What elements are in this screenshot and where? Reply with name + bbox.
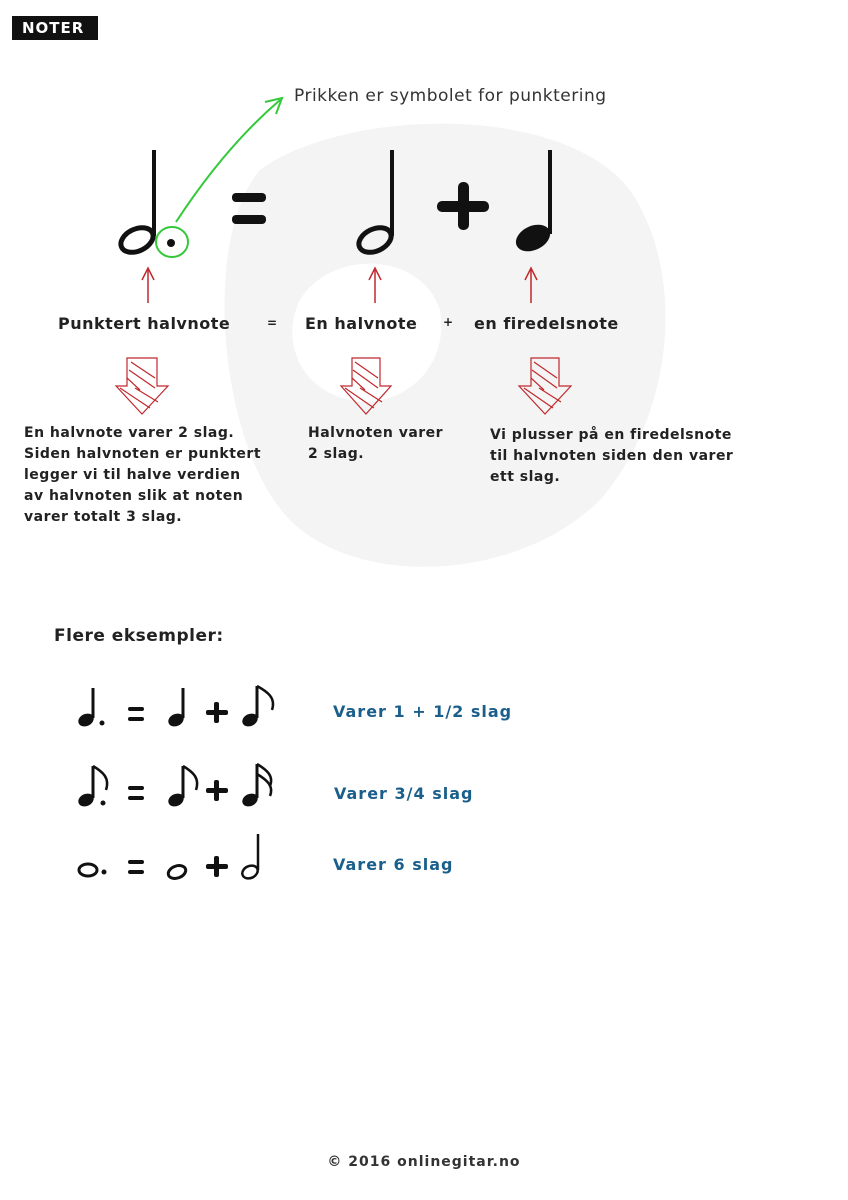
half-note-icon (355, 150, 395, 257)
label-half-note: En halvnote (305, 314, 418, 333)
label-plus: + (443, 315, 454, 329)
duration-text: Varer 3/4 slag (334, 784, 474, 803)
description-middle (308, 423, 443, 465)
description-line: Vi plusser på en firedelsnote (490, 427, 732, 443)
section-tag: NOTER (12, 16, 98, 40)
down-arrow-icon (116, 358, 168, 414)
copyright-footer: © 2016 onlinegitar.no (327, 1154, 521, 1170)
dotted-whole-note-icon (79, 864, 107, 876)
description-line: Halvnoten varer (308, 425, 444, 441)
description-left (24, 423, 261, 528)
dotted-quarter-note-icon (76, 688, 104, 729)
description-line: legger vi til halve verdien (24, 467, 241, 483)
green-arrow-icon (156, 98, 282, 257)
examples-title: Flere eksempler: (54, 626, 224, 646)
description-line: 2 slag. (308, 446, 365, 462)
equals-sign-icon (128, 707, 144, 721)
description-line: varer totalt 3 slag. (24, 509, 183, 525)
label-equals: = (267, 316, 278, 330)
description-line: av halvnoten slik at noten (24, 488, 244, 504)
equals-sign-icon (232, 193, 266, 224)
duration-text: Varer 1 + 1/2 slag (333, 702, 513, 721)
plus-sign-icon (206, 780, 228, 801)
dotted-half-note-icon (117, 150, 175, 257)
description-line: Siden halvnoten er punktert (24, 446, 262, 462)
description-line: En halvnote varer 2 slag. (24, 425, 235, 441)
plus-sign-icon (206, 702, 228, 723)
down-arrow-icon (519, 358, 571, 414)
sixteenth-note-icon (240, 764, 271, 809)
duration-text: Varer 6 slag (333, 855, 454, 874)
eighth-note-icon (166, 766, 197, 809)
description-line: til halvnoten siden den varer (490, 448, 734, 464)
label-dotted-half-note: Punktert halvnote (58, 314, 231, 333)
half-note-icon (240, 834, 260, 881)
equals-sign-icon (128, 786, 144, 800)
dot-callout-text: Prikken er symbolet for punktering (294, 86, 607, 106)
whole-note-icon (166, 863, 187, 880)
description-line: ett slag. (490, 469, 561, 485)
plus-sign-icon (206, 856, 228, 877)
dotted-eighth-note-icon (76, 766, 107, 809)
dotted-half-note-equation (0, 0, 848, 330)
eighth-note-icon (240, 686, 273, 729)
description-right (490, 425, 733, 488)
label-quarter-note: en firedelsnote (474, 314, 619, 333)
quarter-note-icon (512, 150, 555, 256)
down-arrow-icon (341, 358, 391, 414)
plus-sign-icon (437, 182, 489, 230)
red-arrow-icon (142, 268, 537, 303)
quarter-note-icon (166, 688, 186, 729)
down-arrows (0, 350, 848, 420)
equals-sign-icon (128, 860, 144, 874)
